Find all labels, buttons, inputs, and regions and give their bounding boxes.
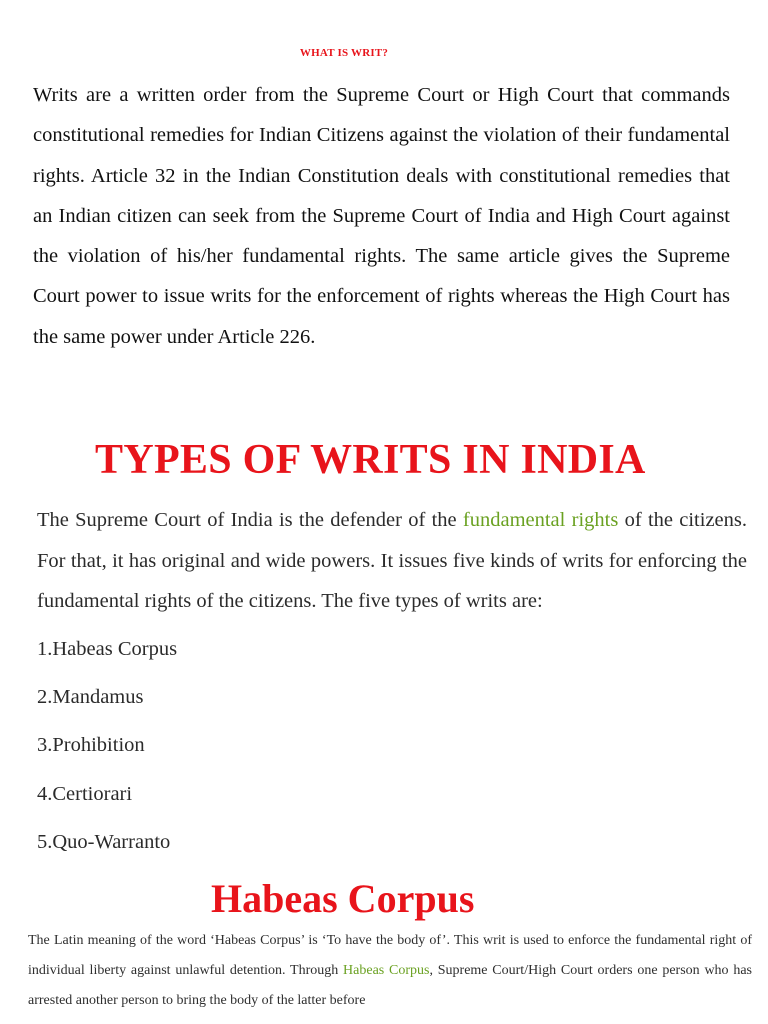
fundamental-rights-link[interactable]: fundamental rights bbox=[462, 509, 619, 531]
intro-paragraph: Writs are a written order from the Supreme Court or High Court that commands constitutional remedies for Indian Citizens against the violation of their fundamental rights. Article 32 in the Indian Constitution deals with constitutional remedies that an Indian citizen can seek from the Supreme Court of India and High Court against the violation of his/her fundamental rights. The same article gives the Supreme Court power to issue writs for the enforcement of rights whereas the High Court has the same power under Article 226. bbox=[33, 84, 730, 348]
list-item: 4.Certiorari bbox=[37, 782, 133, 805]
habeas-corpus-paragraph bbox=[28, 926, 752, 1016]
habeas-corpus-link[interactable]: Habeas Corpus bbox=[343, 963, 430, 978]
what-is-writ-heading: WHAT IS WRIT? bbox=[299, 47, 389, 59]
habeas-text-end: , Supreme Court/High Court orders one person who has arrested another person to bring the body of the latter before bbox=[28, 963, 753, 1008]
types-intro-paragraph bbox=[37, 500, 747, 622]
list-item: 5.Quo-Warranto bbox=[37, 830, 171, 853]
habeas-text-start: The Latin meaning of the word ‘Habeas Corpus’ is ‘To have the body of’. This writ is used to enforce the fundamental right of individual liberty against unlawful detention. Through bbox=[28, 933, 752, 978]
types-intro-text-start: The Supreme Court of India is the defender of the bbox=[37, 509, 463, 531]
types-intro-text-end: of the citizens. For that, it has original and wide powers. It issues five kinds of writs for enforcing the fundamental rights of the citizens. The five types of writs are: bbox=[37, 509, 747, 612]
list-item: 1.Habeas Corpus bbox=[37, 638, 178, 660]
list-item: 2.Mandamus bbox=[37, 686, 144, 709]
writ-types-list bbox=[37, 629, 177, 870]
habeas-corpus-heading: Habeas Corpus bbox=[211, 876, 475, 921]
list-item: 3.Prohibition bbox=[37, 734, 145, 757]
types-of-writs-heading: TYPES OF WRITS IN INDIA bbox=[95, 437, 646, 483]
